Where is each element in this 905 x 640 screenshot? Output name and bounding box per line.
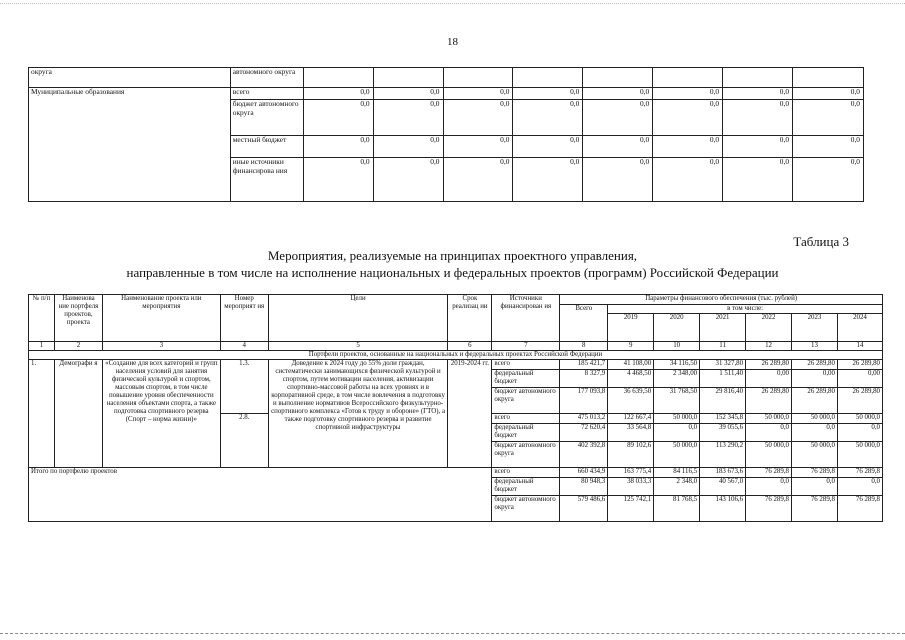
header-year: 2022: [746, 314, 792, 342]
cell: 50 000,0: [746, 442, 792, 468]
source-label: бюджет автономного округа: [492, 442, 560, 468]
cell: 81 768,5: [654, 496, 700, 522]
cell: 29 816,40: [700, 388, 746, 414]
cell: 2 348,00: [654, 370, 700, 388]
cell: 0,0: [443, 136, 513, 158]
cell: 34 116,50: [654, 360, 700, 370]
cell: 0,0: [723, 88, 793, 100]
cell: 0,00: [746, 370, 792, 388]
header-row: [29, 295, 883, 305]
header-term: Срок реализац ии: [448, 295, 492, 342]
page-number: 18: [447, 36, 458, 48]
cell: 185 421,7: [560, 360, 608, 370]
cell: 0,0: [792, 424, 838, 442]
cell: 0,0: [793, 158, 864, 202]
table-continuation: [28, 67, 864, 202]
cell: 0,0: [583, 100, 653, 136]
table-title-line2: направленные в том числе на исполнение национальных и федеральных проектов (программ) Российской Федерации: [126, 265, 779, 280]
source-label: иные источники финансирова ния: [230, 158, 303, 202]
cell: 0,0: [443, 100, 513, 136]
col-number: 2: [54, 342, 102, 351]
cell: 76 289,8: [792, 468, 838, 478]
cell: 0,0: [513, 158, 583, 202]
cell: 0,0: [746, 424, 792, 442]
cell: 72 620,4: [560, 424, 608, 442]
table-row: [29, 360, 883, 370]
project-term: 2019-2024 гг.: [448, 360, 492, 468]
col-number: 7: [492, 342, 560, 351]
project-goals: Доведение к 2024 году до 55% доли граждан, систематически занимающихся физической культурой и спортом, путем мотивации населения, активизации спортивно-массовой работы на всех уровнях и в корпоративной среде, в том числе вовлечения в подготовку и выполнение нормативов Всероссийского физкультурно-спортивного комплекса «Готов к труду и обороне» (ГТО), а также подготовку спортивного резерва и развитие спортивной инфраструктуры: [268, 360, 448, 468]
col-number: 12: [746, 342, 792, 351]
col-number: 9: [608, 342, 654, 351]
cell: 0,0: [793, 88, 864, 100]
cell: 113 290,2: [700, 442, 746, 468]
cell: 40 567,0: [700, 478, 746, 496]
row-label: округа: [29, 68, 231, 88]
source-label: всего: [492, 360, 560, 370]
section-title: Портфели проектов, основанные на национальных и федеральных проектах Российской Федерации: [29, 351, 883, 360]
cell: 0,0: [373, 100, 443, 136]
cell: 0,0: [583, 88, 653, 100]
cell: 76 289,8: [746, 468, 792, 478]
table-number: Таблица 3: [793, 234, 849, 249]
source-label: автономного округа: [230, 68, 303, 88]
cell: 84 116,5: [654, 468, 700, 478]
cell: 0,0: [792, 478, 838, 496]
col-number: 3: [102, 342, 220, 351]
portfolio-name: Демографи я: [54, 360, 102, 468]
cell: 39 055,6: [700, 424, 746, 442]
cell: 0,0: [837, 424, 882, 442]
col-number: 14: [837, 342, 882, 351]
cell: 0,0: [443, 88, 513, 100]
cell: 0,0: [513, 136, 583, 158]
cell: 0,0: [793, 100, 864, 136]
project-num: 1.: [29, 360, 55, 468]
cell: 31 327,80: [700, 360, 746, 370]
cell: 50 000,0: [654, 414, 700, 424]
cell: 33 564,8: [608, 424, 654, 442]
cell: 0,0: [793, 136, 864, 158]
cell: 0,0: [653, 100, 723, 136]
source-label: бюджет автономного округа: [492, 388, 560, 414]
cell: 50 000,0: [837, 414, 882, 424]
header-project: Наименование проекта или мероприятия: [102, 295, 220, 342]
cell: 2 348,0: [654, 478, 700, 496]
cell: 50 000,0: [654, 442, 700, 468]
cell: 0,0: [746, 478, 792, 496]
table-row: [29, 468, 883, 478]
col-number: 11: [700, 342, 746, 351]
header-num: № п/п: [29, 295, 55, 342]
cell: 76 289,8: [746, 496, 792, 522]
table-3: [28, 294, 883, 522]
cell: 0,0: [513, 100, 583, 136]
source-label: бюджет автономного округа: [492, 496, 560, 522]
cell: 89 102,6: [608, 442, 654, 468]
col-number: 4: [220, 342, 268, 351]
header-event-no: Номер мероприят ия: [220, 295, 268, 342]
header-portfolio: Наименова ние портфеля проектов, проекта: [54, 295, 102, 342]
cell: 125 742,1: [608, 496, 654, 522]
source-label: всего: [492, 468, 560, 478]
cell: 31 768,50: [654, 388, 700, 414]
header-total: Всего: [560, 305, 608, 342]
cell: 183 673,6: [700, 468, 746, 478]
column-number-row: [29, 342, 883, 351]
cell: 0,0: [654, 424, 700, 442]
cell: 177 093,8: [560, 388, 608, 414]
total-label: Итого по портфелю проектов: [29, 468, 492, 522]
cell: 26 289,80: [746, 388, 792, 414]
cell: 8 327,9: [560, 370, 608, 388]
cell: 579 486,6: [560, 496, 608, 522]
cell: 50 000,0: [837, 442, 882, 468]
cell: 26 289,80: [792, 360, 838, 370]
col-number: 6: [448, 342, 492, 351]
cell: 0,0: [303, 100, 373, 136]
cell: 0,0: [723, 158, 793, 202]
cell: 402 392,8: [560, 442, 608, 468]
table-row: [29, 88, 864, 100]
cell: 0,0: [583, 136, 653, 158]
cell: 0,0: [653, 158, 723, 202]
cell: 0,0: [723, 136, 793, 158]
cell: 4 468,50: [608, 370, 654, 388]
source-label: федеральный бюджет: [492, 424, 560, 442]
header-goals: Цели: [268, 295, 448, 342]
cell: 0,0: [653, 136, 723, 158]
header-year: 2023: [792, 314, 838, 342]
cell: 26 289,80: [837, 388, 882, 414]
cell: 26 289,80: [792, 388, 838, 414]
cell: 0,0: [583, 158, 653, 202]
cell: 475 013,2: [560, 414, 608, 424]
cell: 0,0: [513, 88, 583, 100]
muni-label: Муниципальные образования: [29, 88, 231, 202]
cell: 80 948,3: [560, 478, 608, 496]
cell: 122 667,4: [608, 414, 654, 424]
cell: 50 000,0: [792, 442, 838, 468]
cell: 143 106,6: [700, 496, 746, 522]
cell: 76 289,8: [792, 496, 838, 522]
table-title: [0, 247, 905, 281]
cell: 152 345,8: [700, 414, 746, 424]
source-label: всего: [492, 414, 560, 424]
table-row: [29, 68, 864, 88]
col-number: 13: [792, 342, 838, 351]
source-label: местный бюджет: [230, 136, 303, 158]
event-number: 1.3.: [220, 360, 268, 414]
cell: 50 000,0: [792, 414, 838, 424]
header-year: 2019: [608, 314, 654, 342]
col-number: 5: [268, 342, 448, 351]
cell: 0,0: [653, 88, 723, 100]
col-number: 1: [29, 342, 55, 351]
cell: 660 434,9: [560, 468, 608, 478]
table-title-line1: Мероприятия, реализуемые на принципах проектного управления,: [267, 248, 638, 263]
source-label: федеральный бюджет: [492, 370, 560, 388]
source-label: федеральный бюджет: [492, 478, 560, 496]
header-year: 2021: [700, 314, 746, 342]
col-number: 8: [560, 342, 608, 351]
cell: 1 511,40: [700, 370, 746, 388]
cell: 0,00: [792, 370, 838, 388]
header-sources: Источники финансирован ия: [492, 295, 560, 342]
header-year: 2024: [837, 314, 882, 342]
project-name: «Создание для всех категорий и групп населения условий для занятия физической культурой и спортом, массовым спортом, в том числе повышение уровня обеспеченности населения объектами спорта, а также подготовка спортивного резерва (Спорт – норма жизни)»: [102, 360, 220, 468]
cell: 0,00: [837, 370, 882, 388]
scan-top-edge: [0, 3, 905, 4]
cell: 0,0: [723, 100, 793, 136]
col-number: 10: [654, 342, 700, 351]
cell: 41 108,00: [608, 360, 654, 370]
cell: 0,0: [303, 88, 373, 100]
cell: 0,0: [373, 88, 443, 100]
cell: 0,0: [837, 478, 882, 496]
scan-bottom-edge: [0, 633, 905, 634]
cell: 50 000,0: [746, 414, 792, 424]
header-year: 2020: [654, 314, 700, 342]
cell: 36 639,50: [608, 388, 654, 414]
cell: 26 289,80: [746, 360, 792, 370]
cell: 163 775,4: [608, 468, 654, 478]
cell: 76 289,8: [837, 468, 882, 478]
cell: 38 033,3: [608, 478, 654, 496]
cell: 0,0: [303, 158, 373, 202]
header-params: Параметры финансового обеспечения (тыс. рублей): [560, 295, 883, 305]
header-incl: в том числе:: [608, 305, 883, 314]
cell: 0,0: [373, 136, 443, 158]
cell: 76 289,8: [837, 496, 882, 522]
source-label: всего: [230, 88, 303, 100]
section-row: [29, 351, 883, 360]
event-number: 2.8.: [220, 414, 268, 468]
cell: 26 289,80: [837, 360, 882, 370]
cell: 0,0: [443, 158, 513, 202]
source-label: бюджет автономного округа: [230, 100, 303, 136]
cell: 0,0: [303, 136, 373, 158]
cell: 0,0: [373, 158, 443, 202]
